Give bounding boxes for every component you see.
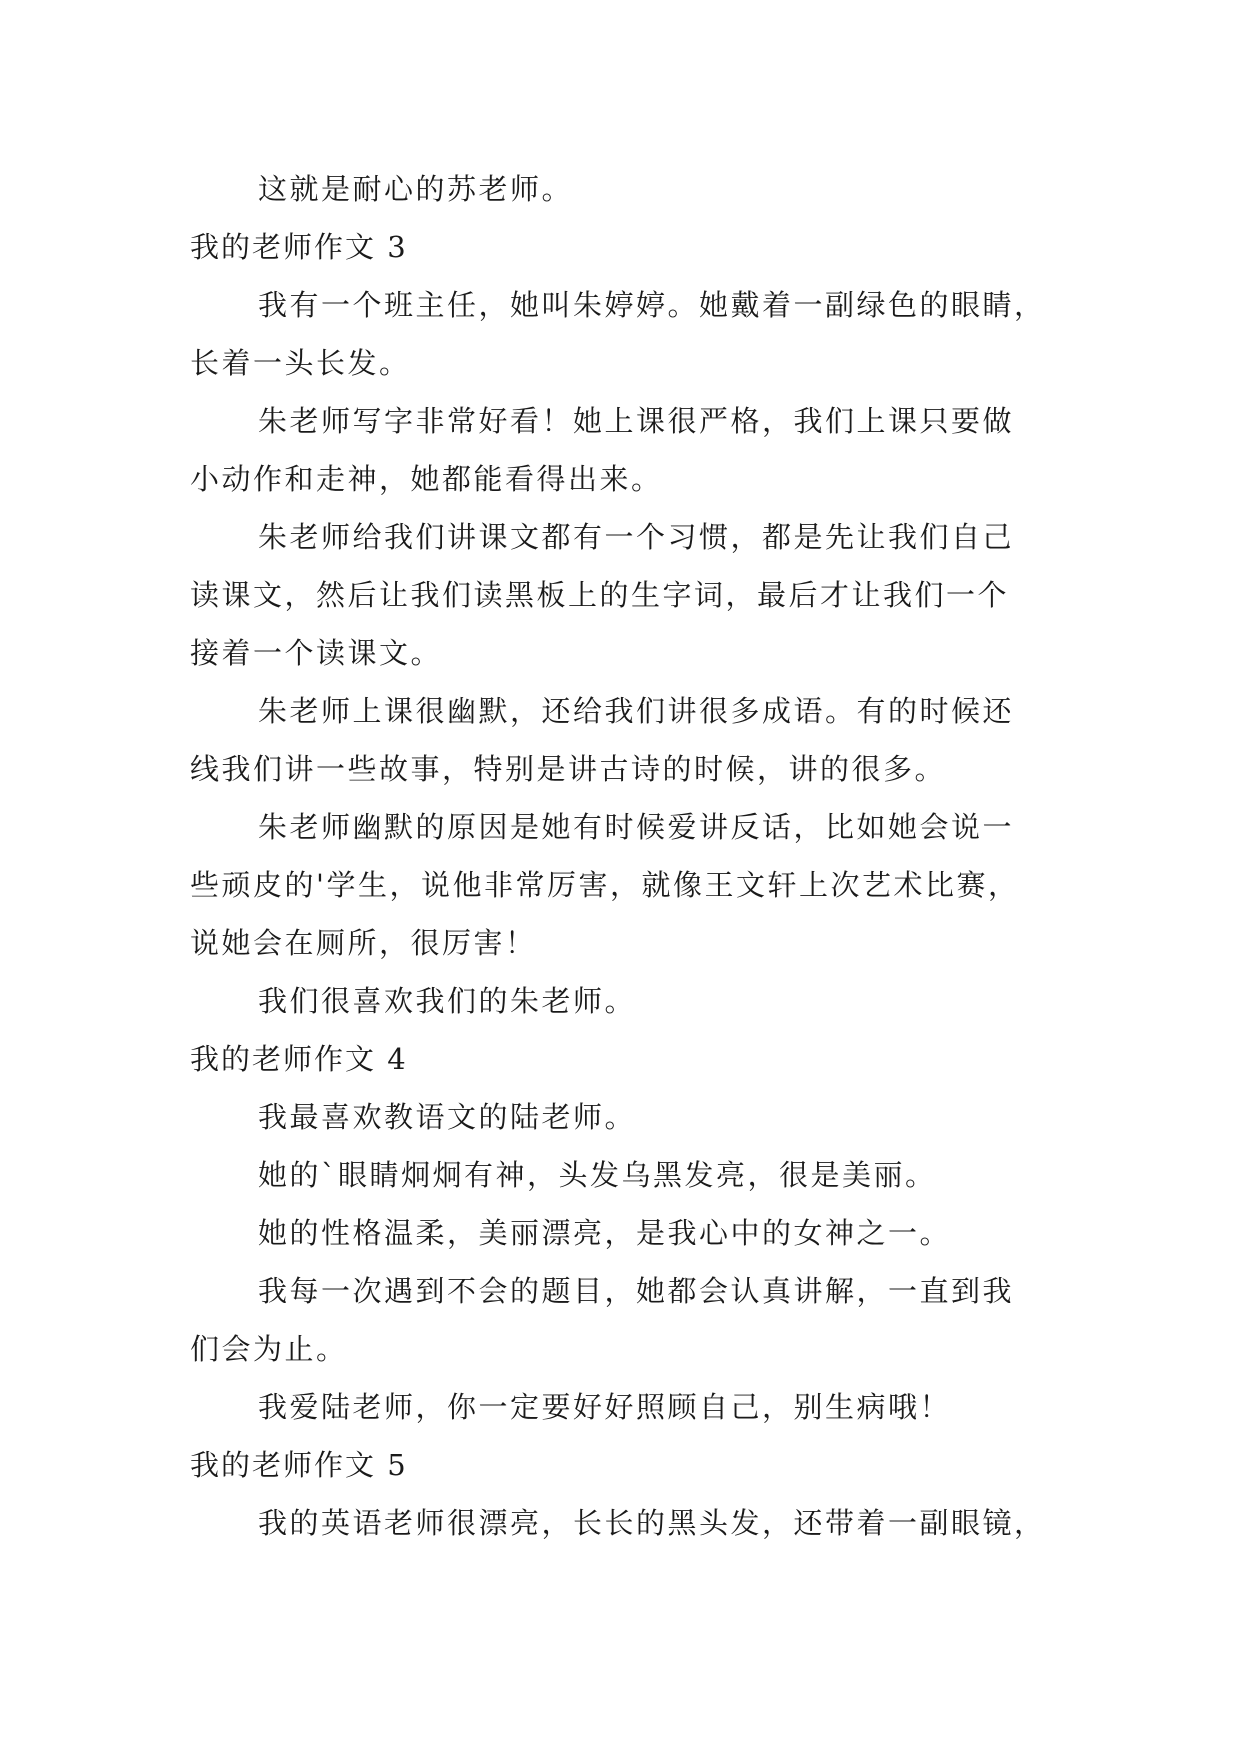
paragraph-line: 她的`眼睛炯炯有神，头发乌黑发亮，很是美丽。 bbox=[258, 1158, 937, 1192]
paragraph-line: 我最喜欢教语文的陆老师。 bbox=[258, 1100, 637, 1134]
paragraph-line: 朱老师给我们讲课文都有一个习惯，都是先让我们自己 bbox=[258, 520, 1015, 554]
paragraph-line: 我每一次遇到不会的题目，她都会认真讲解，一直到我 bbox=[258, 1274, 1015, 1308]
paragraph-line: 朱老师写字非常好看！她上课很严格，我们上课只要做 bbox=[258, 404, 1015, 438]
paragraph-line: 这就是耐心的苏老师。 bbox=[258, 172, 574, 206]
paragraph-line: 我爱陆老师，你一定要好好照顾自己，别生病哦！ bbox=[258, 1390, 952, 1424]
paragraph-line: 接着一个读课文。 bbox=[190, 636, 443, 670]
document-page bbox=[190, 160, 1060, 1552]
paragraph-line: 长着一头长发。 bbox=[190, 346, 411, 380]
paragraph-line: 朱老师幽默的原因是她有时候爱讲反话，比如她会说一 bbox=[258, 810, 1015, 844]
paragraph-line: 读课文，然后让我们读黑板上的生字词，最后才让我们一个 bbox=[190, 578, 1010, 612]
paragraph-line: 线我们讲一些故事，特别是讲古诗的时候，讲的很多。 bbox=[190, 752, 947, 786]
paragraph-line: 她的性格温柔，美丽漂亮，是我心中的女神之一。 bbox=[258, 1216, 952, 1250]
section-heading: 我的老师作文 4 bbox=[190, 1042, 408, 1076]
section-heading: 我的老师作文 3 bbox=[190, 230, 408, 264]
paragraph-line: 说她会在厕所，很厉害！ bbox=[190, 926, 537, 960]
paragraph-line: 小动作和走神，她都能看得出来。 bbox=[190, 462, 663, 496]
paragraph-line: 些顽皮的'学生，说他非常厉害，就像王文轩上次艺术比赛， bbox=[190, 868, 1020, 902]
paragraph-line: 我有一个班主任，她叫朱婷婷。她戴着一副绿色的眼睛， bbox=[258, 288, 1046, 322]
paragraph-line: 我的英语老师很漂亮，长长的黑头发，还带着一副眼镜， bbox=[258, 1506, 1046, 1540]
paragraph-line: 朱老师上课很幽默，还给我们讲很多成语。有的时候还 bbox=[258, 694, 1015, 728]
paragraph-line: 我们很喜欢我们的朱老师。 bbox=[258, 984, 637, 1018]
section-heading: 我的老师作文 5 bbox=[190, 1448, 408, 1482]
paragraph-line: 们会为止。 bbox=[190, 1332, 348, 1366]
